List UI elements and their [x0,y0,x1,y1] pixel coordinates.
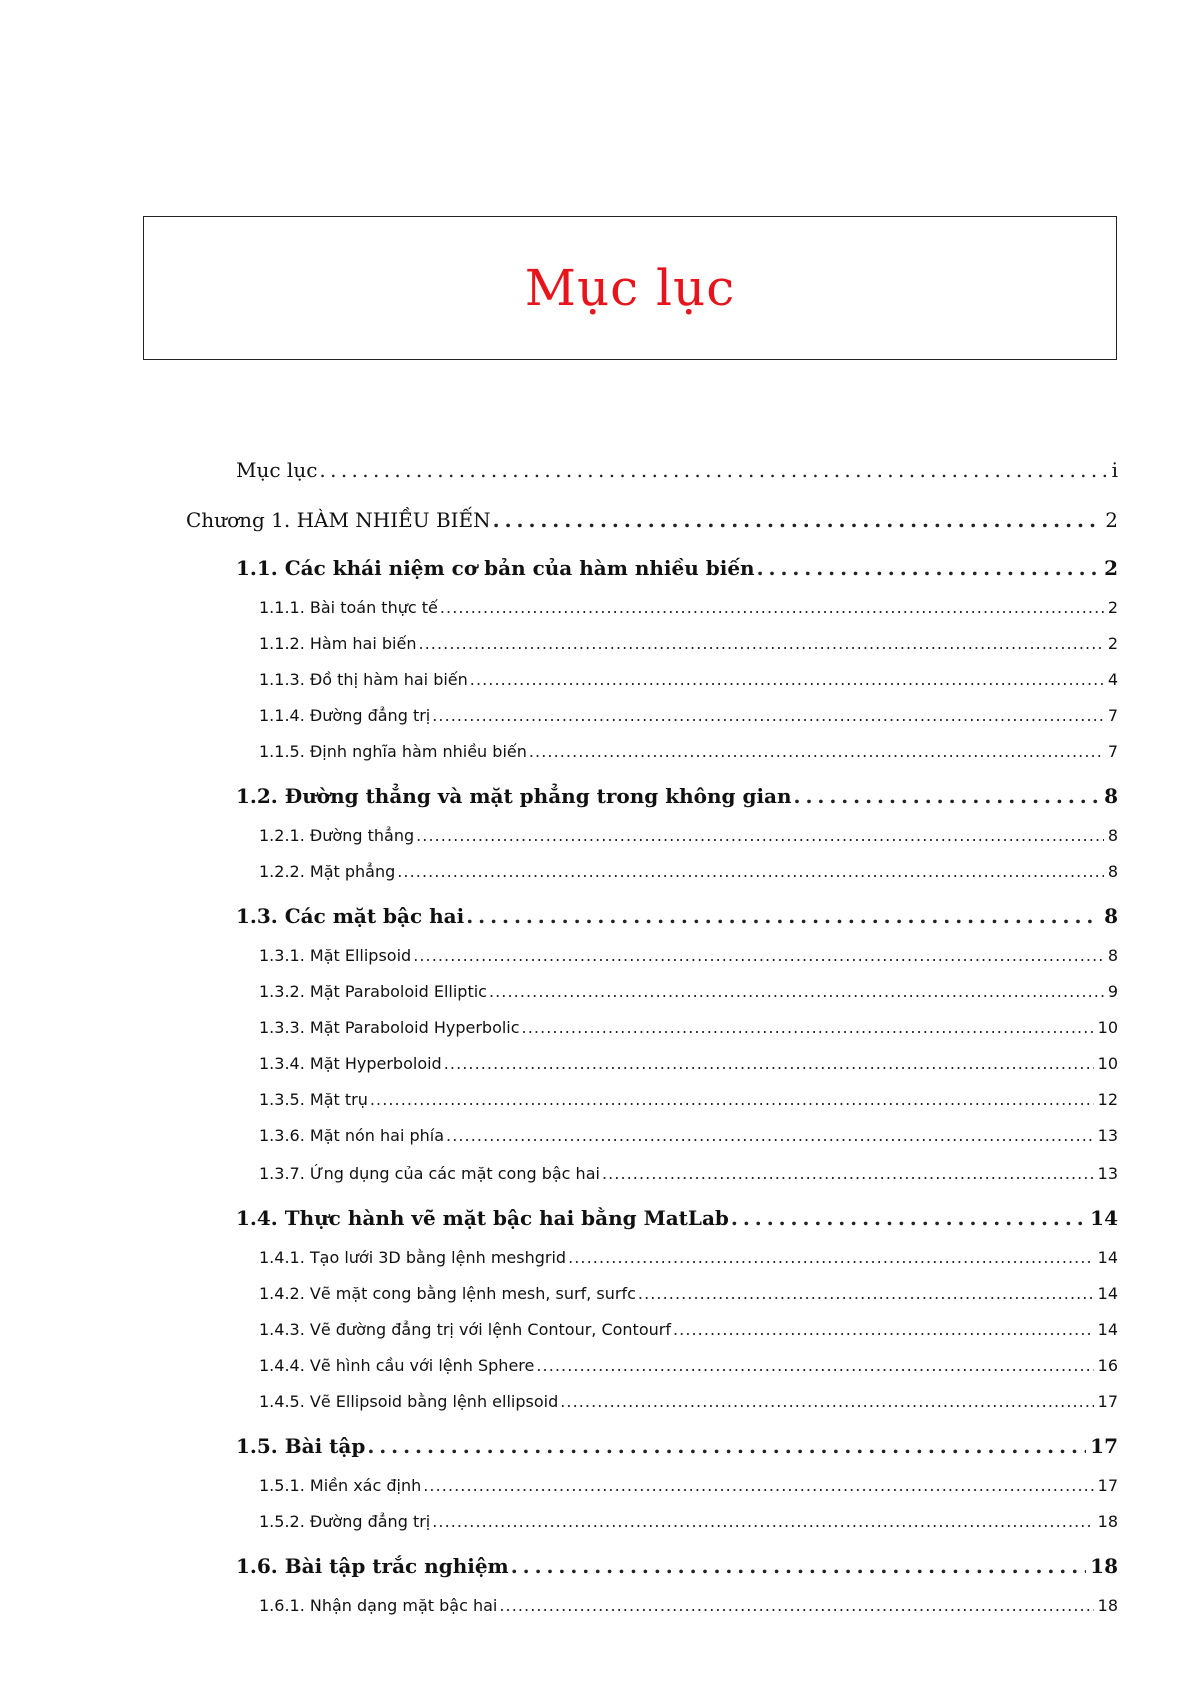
toc-leader [370,1090,1094,1109]
toc-leader [602,1164,1094,1183]
toc-label: 1.3.7. Ứng dụng của các mặt cong bậc hai [259,1164,600,1183]
toc-entry-1-5-2[interactable] [259,1512,1118,1531]
toc-entry-1-3-5[interactable] [259,1090,1118,1109]
toc-label: 1.3.3. Mặt Paraboloid Hyperbolic [259,1018,520,1037]
toc-label: 1.1.1. Bài toán thực tế [259,598,438,617]
toc-leader [757,556,1100,580]
toc-leader [367,1434,1086,1458]
toc-entry-chapter-1[interactable] [186,508,1118,532]
toc-label: 1.3.6. Mặt nón hai phía [259,1126,445,1145]
toc-entry-1-1-3[interactable] [259,670,1118,689]
toc-label: 1.4.2. Vẽ mặt cong bằng lệnh mesh, surf, surfc [259,1284,636,1303]
toc-entry-section-1-4[interactable] [236,1206,1118,1230]
toc-page: 8 [1104,784,1118,808]
toc-leader [731,1206,1086,1230]
toc-page: 14 [1097,1248,1118,1267]
toc-leader [493,508,1102,532]
toc-page: 8 [1107,862,1118,881]
toc-leader [470,670,1104,689]
toc-entry-1-1-4[interactable] [259,706,1118,725]
toc-label: 1.5.2. Đường đẳng trị [259,1512,431,1531]
toc-entry-1-3-6[interactable] [259,1126,1118,1145]
toc-leader [397,862,1104,881]
toc-label: 1.6.1. Nhận dạng mặt bậc hai [259,1596,498,1615]
toc-page: 13 [1097,1164,1118,1183]
toc-leader [416,826,1104,845]
toc-page: 10 [1097,1054,1118,1073]
toc-label: 1.3.2. Mặt Paraboloid Elliptic [259,982,487,1001]
toc-page: 16 [1097,1356,1118,1375]
toc-leader [440,598,1104,617]
toc-page: 2 [1107,598,1118,617]
toc-label: 1.1. Các khái niệm cơ bản của hàm nhiều biến [236,556,755,580]
toc-leader [466,904,1100,928]
toc-page: 10 [1097,1018,1118,1037]
toc-page: 4 [1107,670,1118,689]
toc-label: 1.5.1. Miền xác định [259,1476,422,1495]
toc-entry-section-1-3[interactable] [236,904,1118,928]
page-title: Mục lục [524,259,736,317]
toc-page: 17 [1097,1392,1118,1411]
toc-label: 1.1.3. Đồ thị hàm hai biến [259,670,468,689]
toc-leader [423,1476,1093,1495]
toc-label: 1.2. Đường thẳng và mặt phẳng trong không gian [236,784,792,808]
toc-page: 7 [1107,742,1118,761]
toc-entry-1-4-3[interactable] [259,1320,1118,1339]
toc-entry-1-3-7[interactable] [259,1164,1118,1183]
toc-page: 2 [1107,634,1118,653]
toc-label: 1.3.1. Mặt Ellipsoid [259,946,412,965]
toc-page: 8 [1104,904,1118,928]
toc-page: i [1111,458,1118,482]
toc-entry-1-3-2[interactable] [259,982,1118,1001]
toc-page: 12 [1097,1090,1118,1109]
toc-page: 2 [1104,556,1118,580]
toc-page: 14 [1097,1284,1118,1303]
toc-label: 1.2.2. Mặt phẳng [259,862,396,881]
toc-leader [560,1392,1093,1411]
toc-leader [794,784,1101,808]
toc-leader [529,742,1104,761]
toc-entry-1-5-1[interactable] [259,1476,1118,1495]
toc-page: 2 [1105,508,1118,532]
toc-label: 1.2.1. Đường thẳng [259,826,415,845]
toc-entry-1-1-1[interactable] [259,598,1118,617]
toc-entry-1-4-1[interactable] [259,1248,1118,1267]
toc-entry-1-4-2[interactable] [259,1284,1118,1303]
toc-leader [522,1018,1094,1037]
toc-leader [511,1554,1086,1578]
toc-entry-1-6-1[interactable] [259,1596,1118,1615]
toc-entry-1-1-2[interactable] [259,634,1118,653]
toc-label: 1.4.4. Vẽ hình cầu với lệnh Sphere [259,1356,535,1375]
toc-entry-contents[interactable] [236,458,1118,482]
toc-label: 1.3.4. Mặt Hyperboloid [259,1054,442,1073]
toc-label: Mục lục [236,458,318,482]
toc-entry-section-1-1[interactable] [236,556,1118,580]
toc-leader [319,458,1107,482]
toc-entry-1-3-4[interactable] [259,1054,1118,1073]
toc-leader [568,1248,1094,1267]
toc-leader [413,946,1104,965]
toc-label: 1.4.3. Vẽ đường đẳng trị với lệnh Contour, Contourf [259,1320,671,1339]
toc-page: 18 [1090,1554,1118,1578]
toc-page: 18 [1097,1512,1118,1531]
toc-label: 1.1.5. Định nghĩa hàm nhiều biến [259,742,527,761]
toc-entry-section-1-6[interactable] [236,1554,1118,1578]
toc-label: 1.4.1. Tạo lưới 3D bằng lệnh meshgrid [259,1248,567,1267]
toc-page: 17 [1090,1434,1118,1458]
toc-entry-section-1-5[interactable] [236,1434,1118,1458]
toc-label: 1.5. Bài tập [236,1434,366,1458]
toc-entry-1-3-3[interactable] [259,1018,1118,1037]
toc-leader [432,1512,1093,1531]
toc-entry-1-4-4[interactable] [259,1356,1118,1375]
toc-page: 17 [1097,1476,1118,1495]
toc-entry-1-4-5[interactable] [259,1392,1118,1411]
toc-label: 1.1.4. Đường đẳng trị [259,706,431,725]
toc-page: 9 [1107,982,1118,1001]
toc-page: 7 [1107,706,1118,725]
toc-entry-1-3-1[interactable] [259,946,1118,965]
toc-leader [418,634,1103,653]
toc-entry-1-1-5[interactable] [259,742,1118,761]
toc-entry-section-1-2[interactable] [236,784,1118,808]
toc-leader [446,1126,1094,1145]
toc-entry-1-2-2[interactable] [259,862,1118,881]
toc-leader [444,1054,1094,1073]
toc-label: 1.3.5. Mặt trụ [259,1090,368,1109]
toc-page: 8 [1107,946,1118,965]
toc-leader [499,1596,1093,1615]
toc-label: 1.4.5. Vẽ Ellipsoid bằng lệnh ellipsoid [259,1392,559,1411]
toc-page: 14 [1097,1320,1118,1339]
toc-label: 1.1.2. Hàm hai biến [259,634,417,653]
toc-page: 14 [1090,1206,1118,1230]
toc-label: 1.3. Các mặt bậc hai [236,904,465,928]
toc-leader [638,1284,1094,1303]
toc-page: 13 [1097,1126,1118,1145]
toc-leader [489,982,1104,1001]
toc-entry-1-2-1[interactable] [259,826,1118,845]
toc-label: Chương 1. HÀM NHIỀU BIẾN [186,508,491,532]
toc-label: 1.4. Thực hành vẽ mặt bậc hai bằng MatLab [236,1206,729,1230]
toc-leader [536,1356,1093,1375]
toc-leader [432,706,1104,725]
toc-leader [673,1320,1094,1339]
toc-page: 18 [1097,1596,1118,1615]
toc-label: 1.6. Bài tập trắc nghiệm [236,1554,509,1578]
toc-page: 8 [1107,826,1118,845]
